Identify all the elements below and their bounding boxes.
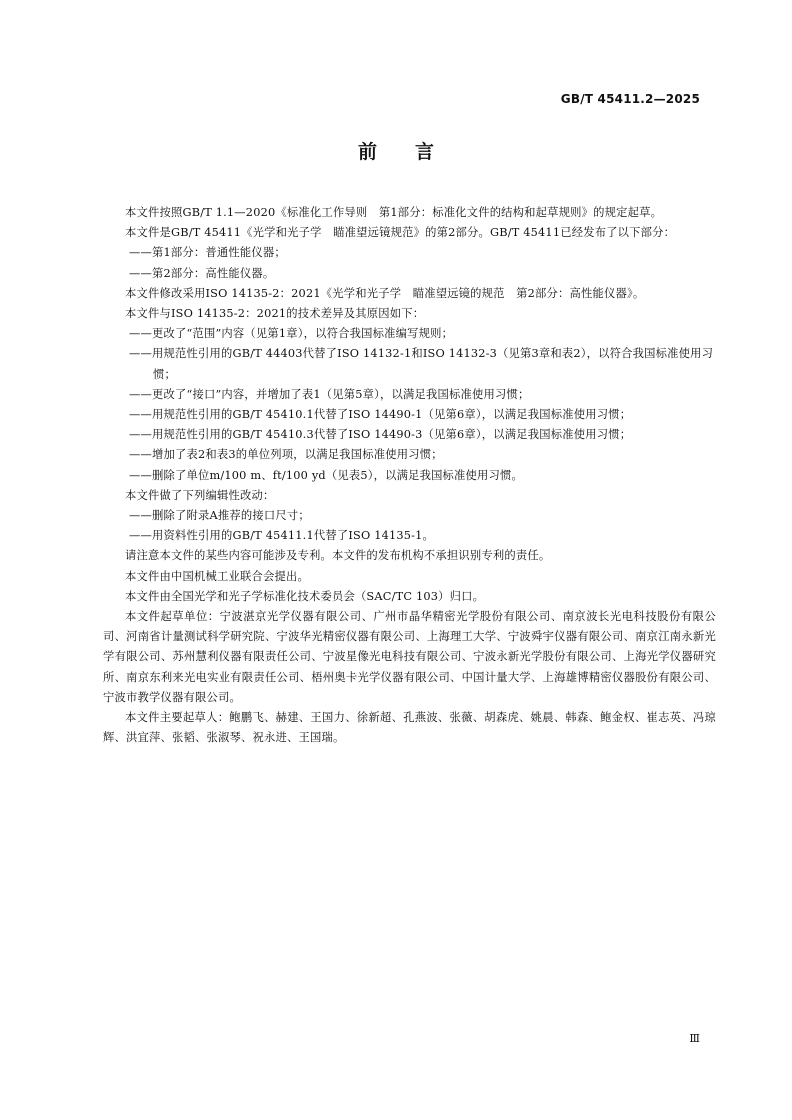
list-item: ——增加了表2和表3的单位列项，以满足我国标准使用习惯； xyxy=(129,448,443,462)
list-item: ——更改了“范围”内容（见第1章），以符合我国标准编写规则； xyxy=(129,327,454,341)
paragraph: 本文件与ISO 14135-2：2021的技术差异及其原因如下： xyxy=(125,307,425,321)
list-item: ——用规范性引用的GB/T 45410.3代替了ISO 14490-3（见第6章），以满足我国标准使用习惯； xyxy=(129,428,632,442)
list-item: ——用规范性引用的GB/T 45410.1代替了ISO 14490-1（见第6章），以满足我国标准使用习惯； xyxy=(129,408,632,422)
paragraph: 本文件按照GB/T 1.1—2020《标准化工作导则 第1部分：标准化文件的结构和起草规则》的规定起草。 xyxy=(125,206,663,219)
page-number: Ⅲ xyxy=(689,1032,700,1045)
page-title: 前言 xyxy=(357,141,472,163)
paragraph: 本文件起草单位：宁波湛京光学仪器有限公司、广州市晶华精密光学股份有限公司、南京波长光电科技股份有限公司、河南省计量测试科学研究院、宁波华光精密仪器有限公司、上海理工大学、宁波舜宇仪器有限公司、南京江南永新光学有限公司、苏州慧利仪器有限责任公司、宁波星像光电科技有限公司、宁波永新光学股份有限公司、上海光学仪器研究所、南京东利来光电实业有限责任公司、梧州奥卡光学仪器有限公司、中国计量大学、上海雄博精密仪器股份有限公司、宁波市教学仪器有限公司。 xyxy=(103,610,716,704)
list-item: ——删除了单位m/100 m、ft/100 yd（见表5），以满足我国标准使用习惯。 xyxy=(129,468,524,482)
paragraph: 本文件做了下列编辑性改动： xyxy=(125,488,275,502)
list-item: ——用规范性引用的GB/T 44403代替了ISO 14132-1和ISO 14132-3（见第3章和表2），以符合我国标准使用习惯； xyxy=(129,347,714,381)
paragraph: 本文件主要起草人：鲍鹏飞、赫建、王国力、徐新超、孔燕波、张薇、胡森虎、姚晨、韩森、鲍金权、崔志英、冯琼辉、洪宜萍、张韬、张淑琴、祝永进、王国瑞。 xyxy=(103,711,716,745)
list-item: ——第1部分：普通性能仪器； xyxy=(129,246,286,260)
foreword-body xyxy=(103,203,716,748)
list-item: ——第2部分：高性能仪器。 xyxy=(129,266,275,280)
standard-code: GB/T 45411.2—2025 xyxy=(560,92,700,106)
list-item: ——用资料性引用的GB/T 45411.1代替了ISO 14135-1。 xyxy=(129,529,435,543)
paragraph: 本文件修改采用ISO 14135-2：2021《光学和光子学 瞄准望远镜的规范 第2部分：高性能仪器》。 xyxy=(125,286,645,300)
paragraph: 本文件由全国光学和光子学标准化技术委员会（SAC/TC 103）归口。 xyxy=(125,589,485,603)
list-item: ——删除了附录A推荐的接口尺寸； xyxy=(129,509,310,523)
paragraph: 请注意本文件的某些内容可能涉及专利。本文件的发布机构不承担识别专利的责任。 xyxy=(125,549,551,563)
paragraph: 本文件是GB/T 45411《光学和光子学 瞄准望远镜规范》的第2部分。GB/T 45411已经发布了以下部分： xyxy=(125,226,676,240)
paragraph: 本文件由中国机械工业联合会提出。 xyxy=(125,569,309,583)
list-item: ——更改了“接口”内容，并增加了表1（见第5章），以满足我国标准使用习惯； xyxy=(129,387,530,401)
